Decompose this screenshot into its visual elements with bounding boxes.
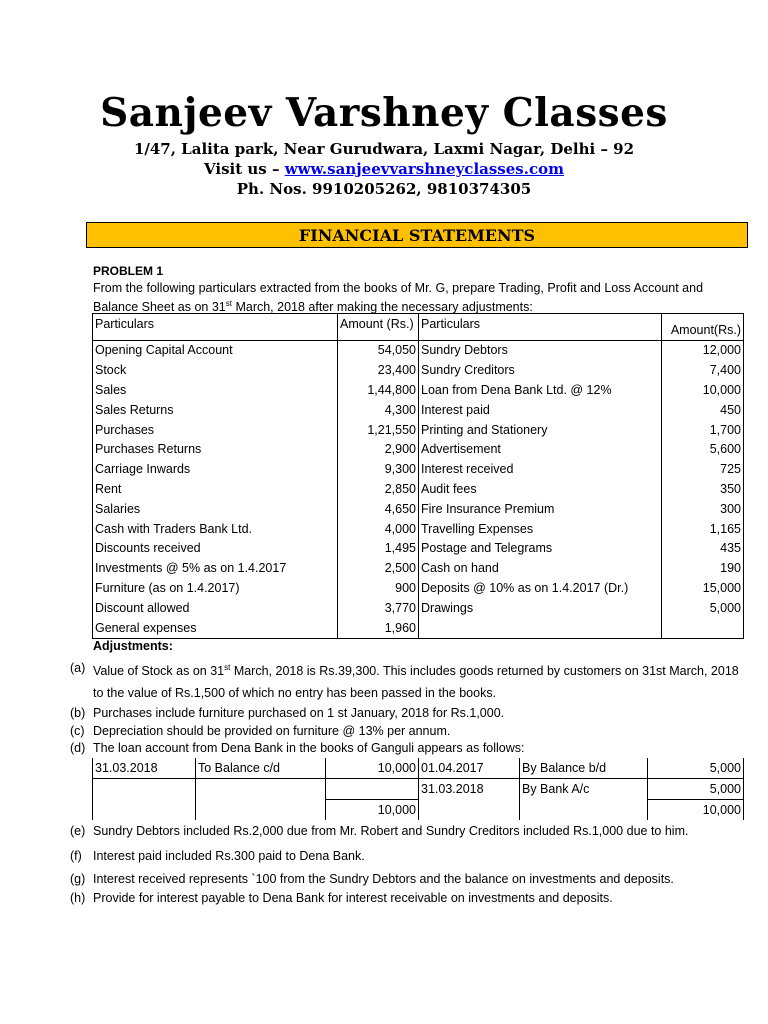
adjustment-text [93, 657, 746, 704]
row-amount-left: 2,900 [338, 440, 419, 460]
intro-sup: st [225, 299, 232, 308]
loan-cell [93, 779, 196, 800]
loan-row [93, 779, 744, 800]
row-particular-right: Interest paid [421, 402, 490, 417]
adjustment-label: (b) [70, 706, 86, 720]
adjustment-d [70, 739, 746, 757]
loan-cell [419, 800, 520, 821]
row-particular-left: Sales [93, 381, 338, 401]
loan-cell [93, 800, 196, 821]
row-amount-left: 4,300 [338, 400, 419, 420]
row-amount-right: 1,700 [662, 420, 744, 440]
table-row [93, 579, 744, 599]
loan-cell [326, 779, 419, 800]
row-particular-left: Salaries [93, 499, 338, 519]
row-particular-right: Postage and Telegrams [421, 541, 553, 556]
row-particular-left: Stock [93, 361, 338, 381]
institute-name: Sanjeev Varshney Classes [100, 90, 668, 136]
row-particular-left: Investments @ 5% as on 1.4.2017 [93, 559, 338, 579]
row-particular-left: Carriage Inwards [93, 460, 338, 480]
row-amount-right: 15,000 [662, 579, 744, 599]
adj-a-sup: st [224, 663, 231, 672]
adjustment-text: Sundry Debtors included Rs.2,000 due from Mr. Robert and Sundry Creditors included Rs.1,000 due to him. [93, 824, 689, 838]
header-particulars-2: Particulars [419, 314, 662, 341]
adjustment-h [70, 887, 746, 909]
intro-text-end: March, 2018 after making the necessary adjustments: [231, 300, 533, 315]
loan-cell: By Balance b/d [520, 758, 648, 779]
row-amount-right: 7,400 [662, 361, 744, 381]
adjustment-text: Purchases include furniture purchased on 1 st January, 2018 for Rs.1,000. [93, 706, 505, 720]
table-header-row [93, 314, 744, 341]
row-particular-left: Cash with Traders Bank Ltd. [93, 519, 338, 539]
address: 1/47, Lalita park, Near Gurudwara, Laxmi Nagar, Delhi – 92 [133, 140, 635, 158]
header-amount-1: Amount (Rs.) [338, 314, 419, 341]
row-amount-right: 300 [662, 499, 744, 519]
row-particular-right: Interest received [421, 462, 514, 477]
loan-row [93, 800, 744, 821]
row-amount-left: 1,21,550 [338, 420, 419, 440]
row-particular-right: Fire Insurance Premium [421, 501, 555, 516]
website-link[interactable]: www.sanjeevvarshneyclasses.com [284, 160, 564, 178]
row-amount-right: 450 [662, 400, 744, 420]
row-amount-left: 9,300 [338, 460, 419, 480]
row-particular-right: Drawings [421, 600, 474, 615]
row-amount-left: 2,850 [338, 480, 419, 500]
particulars-table [92, 313, 744, 639]
adjustment-text: The loan account from Dena Bank in the books of Ganguli appears as follows: [93, 741, 525, 755]
loan-cell: 01.04.2017 [419, 758, 520, 779]
row-amount-right: 350 [662, 480, 744, 500]
loan-account-table [92, 758, 744, 820]
table-row [93, 420, 744, 440]
adjustment-label: (e) [70, 824, 86, 838]
loan-cell [196, 800, 326, 821]
table-row [93, 519, 744, 539]
table-row [93, 539, 744, 559]
table-row [93, 460, 744, 480]
table-row [93, 381, 744, 401]
row-amount-right: 10,000 [662, 381, 744, 401]
problem-title: PROBLEM 1 [93, 264, 164, 278]
adjustment-label: (d) [70, 741, 86, 755]
adjustment-f [70, 845, 746, 867]
table-row [93, 559, 744, 579]
row-amount-right: 190 [662, 559, 744, 579]
adjustment-a [70, 657, 746, 704]
loan-cell: 5,000 [648, 758, 744, 779]
table-body [93, 341, 744, 639]
row-particular-right: Printing and Stationery [421, 422, 548, 437]
row-amount-left: 3,770 [338, 598, 419, 618]
row-particular-left: Sales Returns [93, 400, 338, 420]
table-row [93, 618, 744, 638]
row-particular-left: Purchases Returns [93, 440, 338, 460]
row-particular-right: Deposits @ 10% as on 1.4.2017 (Dr.) [421, 580, 629, 595]
loan-cell [520, 800, 648, 821]
row-amount-right: 5,000 [662, 598, 744, 618]
adj-a-text-end: March, 2018 is Rs.39,300. This includes goods returned by customers on 31st March, 2018 to the value of Rs.1,500 of which no entry has been passed in the books. [93, 664, 739, 701]
loan-cell [196, 779, 326, 800]
row-particular-left: General expenses [93, 618, 338, 638]
table-row [93, 598, 744, 618]
visit-prefix: Visit us – [204, 160, 285, 178]
adjustment-text: Interest paid included Rs.300 paid to Dena Bank. [93, 849, 365, 863]
loan-cell: 31.03.2018 [419, 779, 520, 800]
intro-text: From the following particulars extracted from the books of Mr. G, prepare Trading, Profit and Loss Account and Balance Sheet as on 31 [93, 281, 704, 315]
adjustment-label: (a) [70, 661, 86, 675]
section-banner: FINANCIAL STATEMENTS [86, 222, 748, 248]
table-row [93, 361, 744, 381]
row-amount-left: 1,495 [338, 539, 419, 559]
adjustment-label: (c) [70, 724, 85, 738]
row-particular-left: Furniture (as on 1.4.2017) [93, 579, 338, 599]
row-amount-left: 4,000 [338, 519, 419, 539]
row-particular-right: Sundry Creditors [421, 363, 515, 378]
row-particular-left: Purchases [93, 420, 338, 440]
problem-intro [93, 280, 745, 315]
visit-line [0, 160, 768, 178]
row-particular-right: Advertisement [421, 442, 501, 457]
row-particular-right: Travelling Expenses [421, 521, 534, 536]
row-particular-left: Opening Capital Account [93, 341, 338, 361]
header-particulars-1: Particulars [93, 314, 338, 341]
row-particular-left: Discounts received [93, 539, 338, 559]
row-amount-left: 900 [338, 579, 419, 599]
adj-a-text: Value of Stock as on 31 [93, 664, 225, 679]
loan-cell: By Bank A/c [520, 779, 648, 800]
adjustment-label: (h) [70, 891, 86, 905]
phone-numbers: Ph. Nos. 9910205262, 9810374305 [236, 180, 532, 198]
loan-total: 10,000 [326, 800, 419, 821]
row-particular-left: Rent [93, 480, 338, 500]
row-particular-left: Discount allowed [93, 598, 338, 618]
adjustment-b [70, 704, 746, 722]
table-row [93, 480, 744, 500]
adjustment-text: Provide for interest payable to Dena Bank for interest receivable on investments and deposits. [93, 891, 613, 905]
row-particular-right: Loan from Dena Bank Ltd. @ 12% [421, 382, 612, 397]
loan-cell: 5,000 [648, 779, 744, 800]
row-amount-right: 435 [662, 539, 744, 559]
row-amount-right: 1,165 [662, 519, 744, 539]
adjustments-heading: Adjustments: [93, 639, 173, 653]
adjustment-c [70, 722, 746, 740]
adjustment-label: (g) [70, 872, 86, 886]
row-amount-right: 5,600 [662, 440, 744, 460]
table-row [93, 499, 744, 519]
row-particular-right [419, 618, 662, 638]
loan-cell: To Balance c/d [196, 758, 326, 779]
adjustment-e [70, 820, 746, 842]
table-row [93, 341, 744, 361]
row-amount-left: 54,050 [338, 341, 419, 361]
loan-total: 10,000 [648, 800, 744, 821]
loan-cell: 31.03.2018 [93, 758, 196, 779]
row-particular-right: Audit fees [421, 481, 477, 496]
header-amount-2: Amount(Rs.) [662, 314, 744, 341]
row-particular-right: Sundry Debtors [421, 343, 508, 358]
adjustment-text: Interest received represents `100 from the Sundry Debtors and the balance on investments and deposits. [93, 872, 674, 886]
row-amount-right: 725 [662, 460, 744, 480]
row-amount-right: 12,000 [662, 341, 744, 361]
adjustment-label: (f) [70, 849, 82, 863]
loan-row [93, 758, 744, 779]
row-amount-left: 1,44,800 [338, 381, 419, 401]
row-amount-left: 2,500 [338, 559, 419, 579]
table-row [93, 400, 744, 420]
loan-cell: 10,000 [326, 758, 419, 779]
row-amount-right [662, 618, 744, 638]
row-amount-left: 1,960 [338, 618, 419, 638]
row-particular-right: Cash on hand [421, 561, 499, 576]
row-amount-left: 23,400 [338, 361, 419, 381]
table-row [93, 440, 744, 460]
adjustment-text: Depreciation should be provided on furniture @ 13% per annum. [93, 724, 451, 738]
row-amount-left: 4,650 [338, 499, 419, 519]
